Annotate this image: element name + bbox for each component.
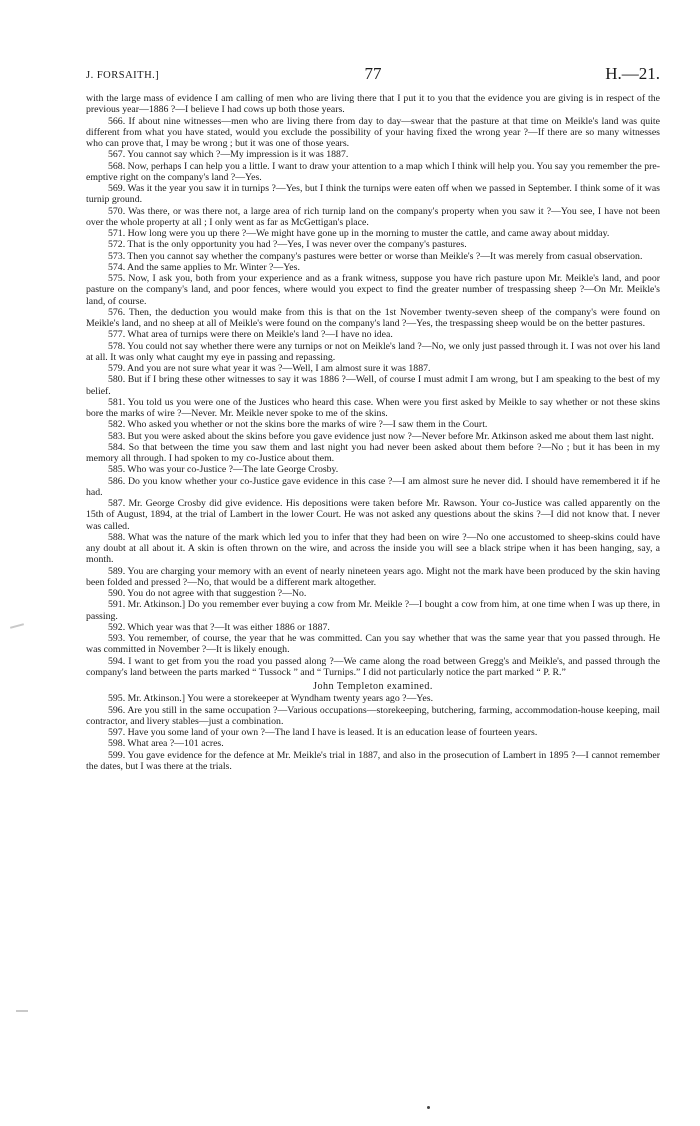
paragraph: 574. And the same applies to Mr. Winter ?—Yes. bbox=[108, 261, 300, 273]
paragraph: 573. Then you cannot say whether the company's pastures were better or worse than Meikle's ?—It was merely from casual observation. bbox=[108, 250, 643, 262]
scan-mark-left-1 bbox=[10, 623, 24, 629]
document-body bbox=[86, 93, 660, 772]
paragraph: 599. You gave evidence for the defence at Mr. Meikle's trial in 1887, and also in the prosecution of Lambert in 1895 ?—I cannot remember the dates, but I was there at the trials. bbox=[86, 749, 660, 772]
paragraph: 566. If about nine witnesses—men who are living there from day to day—swear that the pasture at that time on Meikle's land was quite different from what you have stated, would you exclude the possibility of your having fixed the wrong year ?—If there are so many witnesses who can prove that, I may be wrong ; but it was one of those years. bbox=[86, 115, 660, 149]
paragraph: 589. You are charging your memory with an event of nearly nineteen years ago. Might not the mark have been produced by the skin having been folded and pressed ?—No, that would be a different mark altogether. bbox=[86, 565, 660, 588]
paragraph: 581. You told us you were one of the Justices who heard this case. When were you first asked by Meikle to say whether or not these skins bore the marks of wire ?—Never. Mr. Meikle never spoke to me of the skins. bbox=[86, 396, 660, 419]
paragraph: 598. What area ?—101 acres. bbox=[108, 738, 224, 750]
paragraph: 576. Then, the deduction you would make from this is that on the 1st November twenty-seven sheep of the company's were found on Meikle's land, and no sheep at all of Meikle's were found on the company's land ?—Yes, the trespassing sheep would be on the better pastures. bbox=[86, 306, 660, 329]
paragraph: 594. I want to get from you the road you passed along ?—We came along the road between Gregg's and Meikle's, and passed through the company's land between the parts marked “ Tussock ” and “ Turnips.” I did not particularly notice the part marked “ P. R.” bbox=[86, 655, 660, 678]
paragraph: 585. Who was your co-Justice ?—The late George Crosby. bbox=[108, 464, 339, 476]
paragraph: 592. Which year was that ?—It was either 1886 or 1887. bbox=[108, 621, 330, 633]
paragraph: 597. Have you some land of your own ?—The land I have is leased. It is an education lease of fourteen years. bbox=[108, 727, 538, 738]
paragraph: 568. Now, perhaps I can help you a little. I want to draw your attention to a map which I think will help you. You say you remember the pre-emptive right on the company's land ?—Yes. bbox=[86, 160, 660, 183]
document-reference: H.—21. bbox=[605, 64, 660, 83]
paragraph: 572. That is the only opportunity you had ?—Yes, I was never over the company's pastures. bbox=[108, 239, 467, 251]
page-header bbox=[86, 64, 660, 84]
page-number: 77 bbox=[364, 64, 382, 83]
paragraph: 569. Was it the year you saw it in turnips ?—Yes, but I think the turnips were eaten off when we passed in September. I think some of it was turnip ground. bbox=[86, 183, 660, 206]
section-heading: John Templeton examined. bbox=[313, 681, 433, 692]
paragraph: 588. What was the nature of the mark which led you to infer that they had been on wire ?—No one accustomed to sheep-skins could have any doubt at all about it. A skin is often thrown on the wire, and across the inside you will see a black stripe when it has been hanging, say, a month. bbox=[86, 531, 660, 566]
paragraph: 578. You could not say whether there were any turnips or not on Meikle's land ?—No, we only just passed through it. I was not over his land at all. It was only what caught my eye in passing and repassing. bbox=[86, 340, 660, 363]
paragraph: 571. How long were you up there ?—We might have gone up in the morning to muster the cattle, and came away about midday. bbox=[108, 228, 610, 239]
paragraph: 586. Do you know whether your co-Justice gave evidence in this case ?—I am almost sure he never did. I should have remembered it if he had. bbox=[86, 475, 660, 498]
paragraph: 567. You cannot say which ?—My impression is it was 1887. bbox=[108, 149, 349, 161]
paragraph: 596. Are you still in the same occupation ?—Various occupations—storekeeping, butchering, farming, accommodation-house keeping, mail contractor, and livery stables—just a combination. bbox=[86, 704, 660, 727]
paragraph: 591. Mr. Atkinson.] Do you remember ever buying a cow from Mr. Meikle ?—I bought a cow from him, at one time when I was up there, in passing. bbox=[86, 599, 660, 622]
paragraph: 582. Who asked you whether or not the skins bore the marks of wire ?—I saw them in the Court. bbox=[108, 419, 488, 431]
paragraph: 595. Mr. Atkinson.] You were a storekeeper at Wyndham twenty years ago ?—Yes. bbox=[108, 693, 434, 705]
scan-mark-left-2 bbox=[16, 1010, 28, 1012]
header-witness-name: J. FORSAITH.] bbox=[86, 70, 160, 81]
paragraph: 583. But you were asked about the skins before you gave evidence just now ?—Never before Mr. Atkinson asked me about them last night. bbox=[108, 430, 654, 442]
paragraph: 584. So that between the time you saw them and last night you had never been asked about them before ?—No ; but it has been in my memory all through. I had spoken to my co-Justice about them. bbox=[86, 441, 660, 464]
paragraph: with the large mass of evidence I am calling of men who are living there that I put it to you that the evidence you are giving is in respect of the previous year—1886 ?—I believe I had cows up both those years. bbox=[86, 93, 660, 116]
paragraph: 587. Mr. George Crosby did give evidence. His depositions were taken before Mr. Rawson. Your co-Justice was called apparently on the 15th of August, 1894, at the trial of Lambert in the lower Court. He was not asked any questions about the skins ?—I did not know that. I never was called. bbox=[86, 498, 660, 532]
paragraph: 580. But if I bring these other witnesses to say it was 1886 ?—Well, of course I must admit I am wrong, but I am speaking to the best of my belief. bbox=[86, 374, 660, 397]
paragraph: 590. You do not agree with that suggestion ?—No. bbox=[108, 588, 307, 599]
paragraph: 577. What area of turnips were there on Meikle's land ?—I have no idea. bbox=[108, 329, 393, 341]
paragraph: 593. You remember, of course, the year that he was committed. Can you say whether that was the same year that you passed through. He was committed in November ?—It is likely enough. bbox=[86, 633, 660, 656]
paragraph: 570. Was there, or was there not, a large area of rich turnip land on the company's property when you saw it ?—You see, I have not been over the whole property at all ; I only went as far as McGettigan's place. bbox=[86, 205, 660, 228]
paragraph: 575. Now, I ask you, both from your experience and as a frank witness, suppose you have rich pasture upon Mr. Meikle's land, and poor pasture on the company's land, and poor fences, where would you expect to find the greater number of trespassing sheep ?—On Mr. Meikle's land, of course. bbox=[86, 273, 660, 307]
scan-dot bbox=[427, 1106, 430, 1109]
paragraph: 579. And you are not sure what year it was ?—Well, I am almost sure it was 1887. bbox=[108, 363, 431, 374]
